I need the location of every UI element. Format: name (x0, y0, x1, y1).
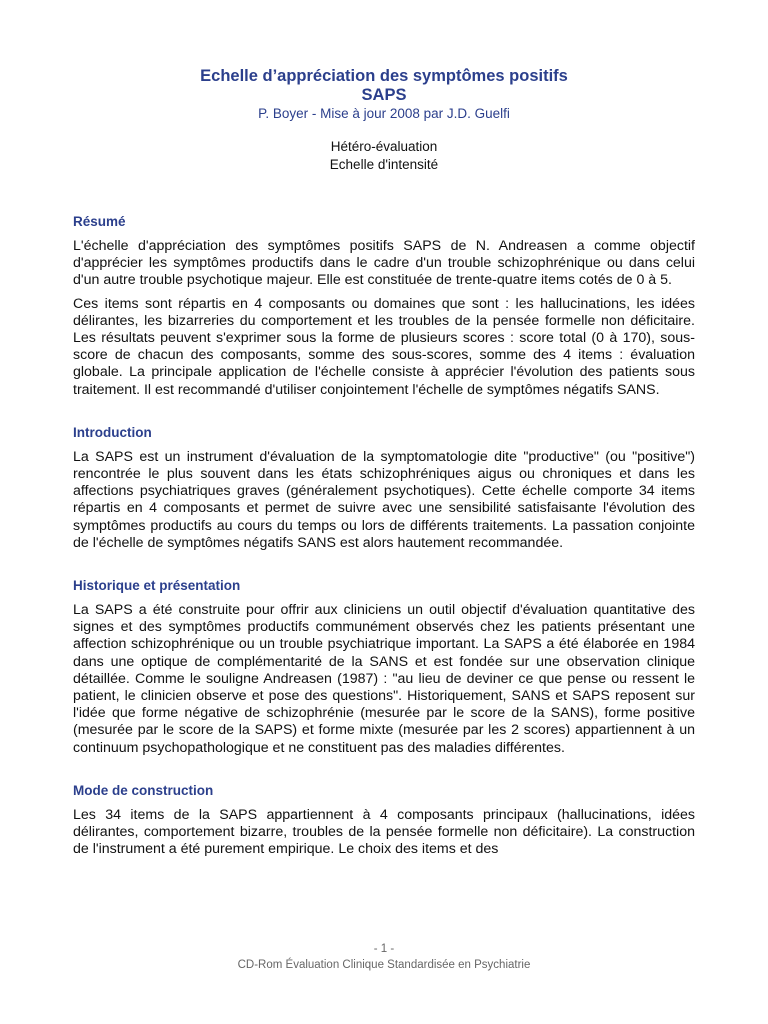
section-heading-resume: Résumé (73, 214, 126, 229)
construction-paragraph: Les 34 items de la SAPS appartiennent à 4 composants principaux (hallucinations, idées délirantes, comportement bizarre, troubles de la pensée formelle non déficitaire). La construction de l'instrument a été purement empirique. Le choix des items et des (73, 806, 695, 858)
section-heading-construction: Mode de construction (73, 782, 214, 798)
evaluation-type-block (0, 138, 768, 174)
document-authors: P. Boyer - Mise à jour 2008 par J.D. Guelfi (258, 106, 510, 121)
page-footer (0, 941, 768, 973)
section-heading-historique: Historique et présentation (73, 578, 241, 594)
section-construction (73, 782, 695, 859)
introduction-paragraph: La SAPS est un instrument d'évaluation de la symptomatologie dite "productive" (ou "positive") rencontrée le plus souvent dans les états schizophréniques aigus ou chroniques et dans les affections psychiatriques graves (généralement psychotiques). Cette échelle comporte 34 items répartis en 4 composants et permet de suivre avec une sensibilité satisfaisante l'évolution des symptômes productifs au cours du temps ou lors de différents traitements. La passation conjointe de l'échelle de symptômes négatifs SANS est alors hautement recommandée. (73, 448, 695, 551)
historique-paragraph: La SAPS a été construite pour offrir aux cliniciens un outil objectif d'évaluation quantitative des signes et des symptômes productifs communément observés chez les patients présentant une affection schizophrénique ou un trouble psychiatrique important. La SAPS a été élaborée en 1984 dans une optique de complémentarité de la SANS et est fondée sur une observation clinique détaillée. Comme le souligne Andreasen (1987) : "au lieu de deviner ce que pense ou ressent le patient, le clinicien observe et pose des questions". Historiquement, SANS et SAPS reposent sur l'idée que forme négative de schizophrénie (mesurée par le score de la SANS), forme positive (mesurée par le score de la SAPS) et forme mixte (mesurée par les 2 scores) appartiennent à un continuum psychopathologique et ne constituent pas des maladies différentes. (73, 602, 695, 756)
section-heading-introduction: Introduction (73, 424, 152, 440)
resume-paragraph-2: Ces items sont répartis en 4 composants ou domaines que sont : les hallucinations, les idées délirantes, les bizarreries du comportement et les troubles de la pensée formelle non déficitaire. Les résultats peuvent s'exprimer sous la forme de plusieurs scores : score total (0 à 170), sous-score de chacun des composants, somme des sous-scores, somme des 4 items : évaluation globale. La principale application de l'échelle consiste à apprécier l'évolution des patients sous traitement. Il est recommandé d'utiliser conjointement l'échelle de symptômes négatifs SANS. (73, 295, 695, 398)
evaluation-type: Hétéro-évaluation (330, 139, 438, 154)
document-header (0, 67, 768, 174)
section-introduction (73, 424, 695, 552)
resume-paragraph-1: L'échelle d'appréciation des symptômes positifs SAPS de N. Andreasen a comme objectif d'apprécier les symptômes productifs dans le cadre d'un trouble schizophrénique ou dans celui d'un autre trouble psychotique majeur. Elle est constituée de trente-quatre items cotés de 0 à 5. (73, 238, 695, 289)
page-number: - 1 - (373, 943, 395, 955)
document-acronym: SAPS (361, 86, 407, 104)
section-resume (73, 213, 695, 399)
document-body (73, 213, 695, 881)
scale-type: Echelle d'intensité (329, 157, 439, 172)
footer-source: CD-Rom Évaluation Clinique Standardisée en Psychiatrie (237, 959, 531, 971)
document-title: Echelle d’appréciation des symptômes positifs (200, 67, 568, 85)
section-historique (73, 577, 695, 757)
